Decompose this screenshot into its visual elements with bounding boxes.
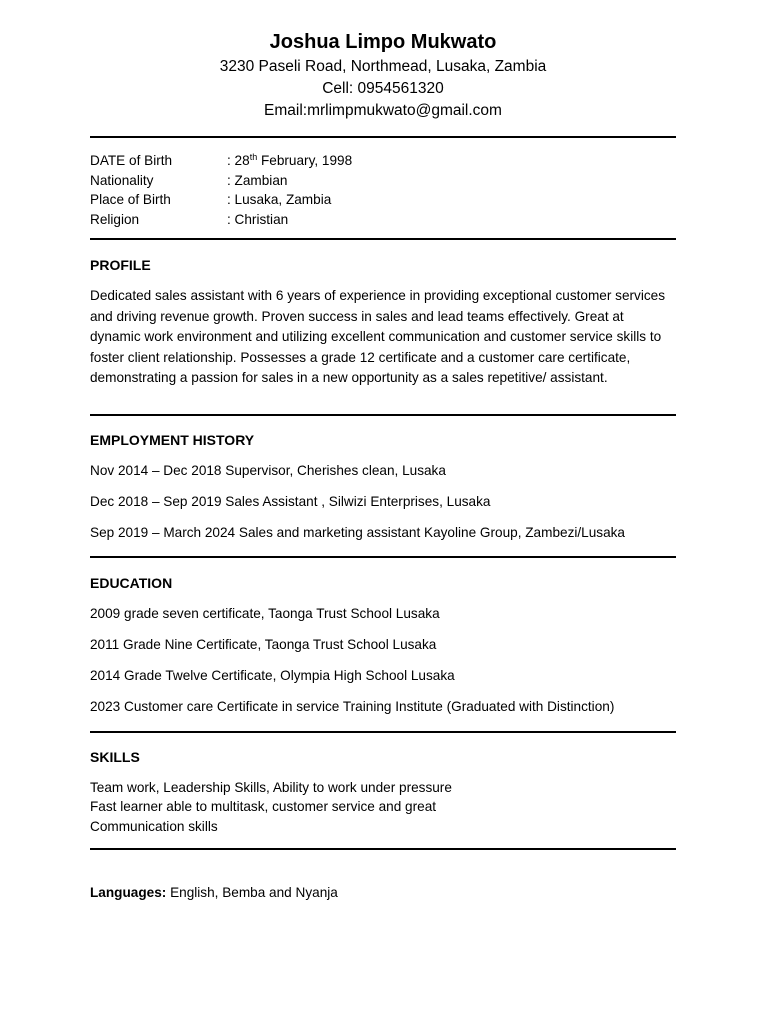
resume-page [90,28,676,903]
divider [90,731,676,733]
skills-section [90,747,676,837]
section-title-education: EDUCATION [90,574,173,591]
dob-value [227,151,352,171]
skills-list [90,778,676,837]
profile-line: foster client relationship. Possesses a grade 12 certificate and a customer care certificate, [90,349,631,365]
employment-list [90,461,676,543]
profile-section [90,255,676,389]
education-item: 2023 Customer care Certificate in service Training Institute (Graduated with Distinction) [90,698,615,714]
education-item: 2014 Grade Twelve Certificate, Olympia High School Lusaka [90,667,455,683]
skills-line: Team work, Leadership Skills, Ability to work under pressure [90,779,452,795]
cell-phone: Cell: 0954561320 [322,80,444,97]
languages-value: English, Bemba and Nyanja [166,885,338,900]
resume-header [90,28,676,122]
education-list [90,604,676,717]
nationality-value: : Zambian [227,172,288,188]
divider [90,848,676,850]
nationality-label: Nationality [90,172,154,188]
dob-ordinal: th [249,152,258,162]
religion-label: Religion [90,211,140,227]
divider [90,414,676,416]
dob-label: DATE of Birth [90,153,173,168]
divider [90,556,676,558]
divider [90,238,676,240]
languages-label: Languages: [90,885,167,900]
employment-item: Nov 2014 – Dec 2018 Supervisor, Cherishes clean, Lusaka [90,462,446,478]
pob-label: Place of Birth [90,192,171,207]
address: 3230 Paseli Road, Northmead, Lusaka, Zambia [219,58,547,75]
section-title-employment: EMPLOYMENT HISTORY [90,431,255,448]
email: Email:mrlimpmukwato@gmail.com [264,102,502,119]
employment-item: Dec 2018 – Sep 2019 Sales Assistant , Silwizi Enterprises, Lusaka [90,493,491,509]
religion-value: : Christian [227,211,289,227]
detail-row-dob [90,151,676,171]
detail-row-pob [90,190,676,210]
education-item: 2011 Grade Nine Certificate, Taonga Trust School Lusaka [90,636,437,652]
skills-line: Fast learner able to multitask, customer service and great [90,799,437,814]
profile-line: Dedicated sales assistant with 6 years of experience in providing exceptional customer services [90,288,665,303]
personal-details [90,151,676,229]
profile-line: and driving revenue growth. Proven success in sales and lead teams effectively. Great at [90,308,624,324]
skills-line: Communication skills [90,818,218,834]
candidate-name: Joshua Limpo Mukwato [269,31,497,53]
languages [90,883,676,903]
detail-row-nationality [90,171,676,191]
education-item: 2009 grade seven certificate, Taonga Trust School Lusaka [90,605,440,621]
profile-text [90,286,676,389]
profile-line: dynamic work environment and utilizing excellent communication and customer service skills to [90,329,662,344]
detail-row-religion [90,210,676,230]
employment-section [90,430,676,543]
dob-day: : 28 [227,153,250,168]
divider [90,136,676,138]
dob-month-year: February, 1998 [257,153,353,168]
section-title-skills: SKILLS [90,748,140,765]
education-section [90,573,676,717]
section-title-profile: PROFILE [90,257,151,273]
profile-line: demonstrating a passion for sales in a new opportunity as a sales repetitive/ assistant. [90,370,608,385]
pob-value: : Lusaka, Zambia [227,192,332,207]
employment-item: Sep 2019 – March 2024 Sales and marketing assistant Kayoline Group, Zambezi/Lusaka [90,524,625,540]
